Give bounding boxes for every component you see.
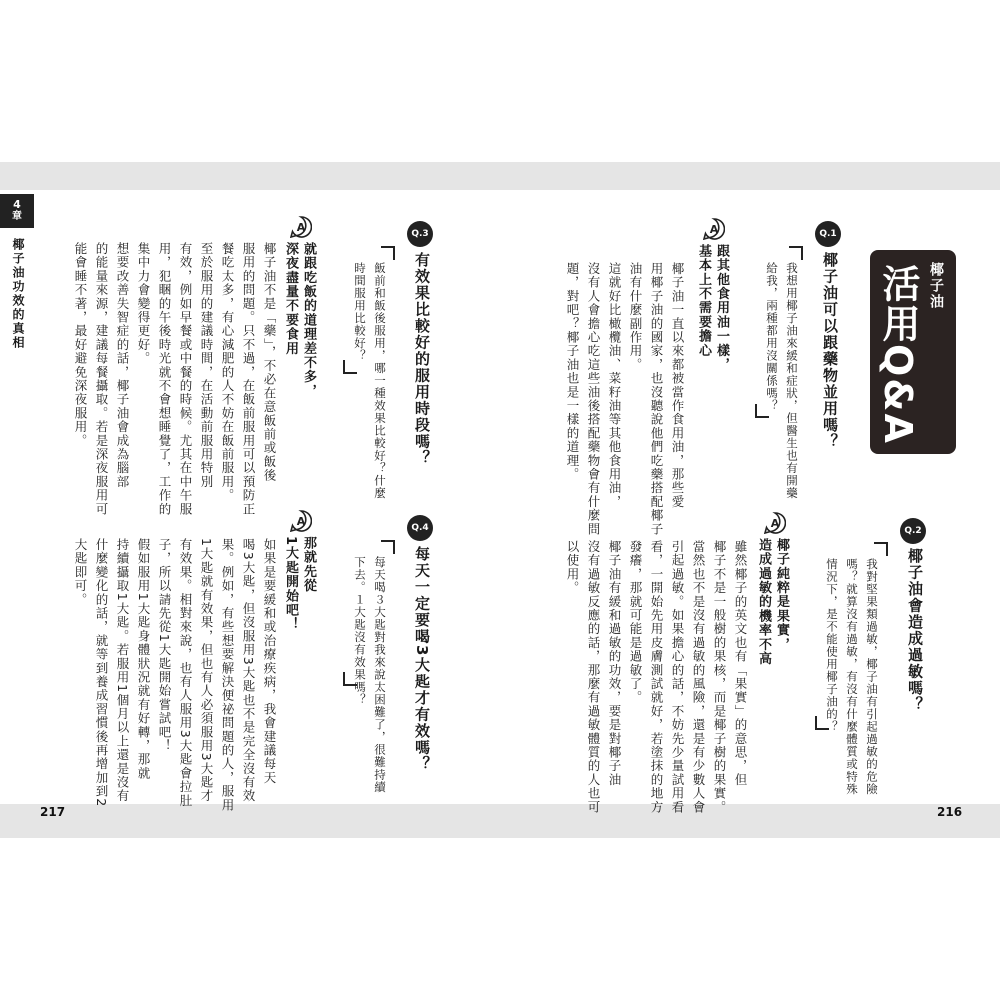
q2-bracket-open xyxy=(874,542,888,556)
title-box xyxy=(870,250,956,454)
q3-badge: Q.3 xyxy=(407,221,433,247)
q1-answer-line: 這就好比橄欖油、菜籽油等其他食用油， xyxy=(607,262,622,509)
q1-title: 椰子油可以跟藥物並用嗎？ xyxy=(821,252,839,450)
q2-question-line: 情況下，是不能使用椰子油的？ xyxy=(825,558,839,733)
q4-question-line: 每天喝３大匙對我來說太困難了，很難持續 xyxy=(373,556,387,794)
q3-answer-line: 想要改善失智症的話，椰子油會成為腦部 xyxy=(115,242,130,489)
q3-answer-heading-line: 就跟吃飯的道理差不多， xyxy=(301,242,316,399)
q4-bracket-open xyxy=(381,540,395,554)
q1-badge: Q.1 xyxy=(815,221,841,247)
chapter-number: 4 xyxy=(13,198,21,211)
q1-question-line: 我想用椰子油來緩和症狀，但醫生也有開藥 xyxy=(785,262,799,500)
q2-bracket-close xyxy=(815,716,829,730)
q4-answer-heading-line: 1大匙開始吧！ xyxy=(283,536,298,632)
q4-answer-line: 有效果。相對來說，也有人服用3大匙會拉肚 xyxy=(178,538,193,808)
q2-answer-line: 發癢，那就可能是過敏了。 xyxy=(628,540,643,705)
q2-answer-line: 引起過敏。如果擔心的話，不妨先少量試用看 xyxy=(670,540,685,814)
q4-answer-line: 持續攝取1大匙。若服用1個月以上還是沒有 xyxy=(115,538,130,803)
q1-answer-line: 題，對吧？椰子油也是一樣的道理。 xyxy=(565,262,580,482)
q3-answer-icon xyxy=(290,216,312,238)
chapter-label: 章 xyxy=(12,211,22,222)
q2-answer-line: 以使用。 xyxy=(565,540,580,595)
q2-answer-line: 當然也不是沒有過敏的風險，還是有少數人會 xyxy=(691,540,706,814)
q4-question-line: 下去。１大匙沒有效果嗎？ xyxy=(353,556,367,706)
q3-answer-line: 椰子油不是「藥」，不必在意飯前或飯後 xyxy=(262,242,277,483)
q1-answer-line: 油有什麼副作用。 xyxy=(628,262,643,372)
q4-answer-line: 假如服用1大匙身體狀況就有好轉，那就 xyxy=(136,538,151,781)
q2-question xyxy=(822,558,882,796)
q3-question-line: 時間服用比較好？ xyxy=(353,262,367,362)
top-band xyxy=(0,162,1000,190)
q4-title: 每天一定要喝3大匙才有效嗎？ xyxy=(413,546,431,773)
q4-answer-line: 大匙即可。 xyxy=(73,538,88,607)
q1-answer-line: 用椰子油的國家，也沒聽說他們吃藥搭配椰子 xyxy=(649,262,664,536)
q3-answer-line: 集中力會變得更好。 xyxy=(136,242,151,366)
q4-answer-line: 1大匙就有效果，但也有人必須服用3大匙才 xyxy=(199,538,214,803)
q4-answer-letter: A xyxy=(296,515,306,528)
q4-answer-icon xyxy=(290,510,312,532)
q4-answer-line: 如果是要緩和或治療疾病，我會建議每天 xyxy=(262,538,277,785)
q1-answer-heading-line: 跟其他食用油一樣， xyxy=(714,244,729,372)
q3-bracket-open xyxy=(381,246,395,260)
q2-question-line: 我對堅果類過敏，椰子油有引起過敏的危險 xyxy=(865,558,879,796)
q2-answer-line: 椰子油有緩和過敏的功效，要是對椰子油 xyxy=(607,540,622,787)
q3-answer-heading-line: 深夜盡量不要食用 xyxy=(283,242,298,356)
chapter-tab xyxy=(0,194,34,228)
q2-answer-heading xyxy=(754,538,790,666)
q2-answer-heading-line: 造成過敏的機率不高 xyxy=(756,538,771,666)
q3-answer-line: 有效，例如早餐或中餐的時候。尤其在中午服 xyxy=(178,242,193,516)
q2-answer-line: 沒有過敏反應的話，那麼有過敏體質的人也可 xyxy=(586,540,601,814)
q4-answer-line: 果。例如，有些想要解決便祕問題的人，服用 xyxy=(220,538,235,812)
q3-title: 有效果比較好的服用時段嗎？ xyxy=(413,252,431,467)
chapter-subtitle: 椰子油功效的真相 xyxy=(11,238,25,350)
q4-answer-line: 什麼變化的話，就等到養成習慣後再增加到2 xyxy=(94,538,109,808)
q2-answer-line: 看，一開始先用皮膚測試就好，若塗抹的地方 xyxy=(649,540,664,814)
q1-answer-heading-line: 基本上不需要擔心 xyxy=(696,244,711,358)
q1-question-line: 給我，兩種都用沒關係嗎？ xyxy=(765,262,779,412)
page-title: 活用Q&A xyxy=(876,264,920,445)
q3-answer-line: 用，犯睏的午後時光就不會想睡覺了，工作的 xyxy=(157,242,172,516)
q2-answer-line: 椰子不是一般樹的果核，而是椰子樹的果實。 xyxy=(712,540,727,814)
q1-bracket-close xyxy=(755,404,769,418)
q3-question xyxy=(350,262,390,500)
q2-badge: Q.2 xyxy=(900,518,926,544)
q3-question-line: 飯前和飯後服用，哪一種效果比較好？什麼 xyxy=(373,262,387,500)
page-number-right: 216 xyxy=(937,805,963,819)
q4-bracket-close xyxy=(343,672,357,686)
q4-answer-body xyxy=(70,538,280,812)
q1-bracket-open xyxy=(789,246,803,260)
q2-title: 椰子油會造成過敏嗎？ xyxy=(906,548,924,713)
q3-answer-heading xyxy=(281,242,317,398)
q3-answer-line: 服用的問題。只不過，在飯前服用可以預防正 xyxy=(241,242,256,516)
q3-answer-body xyxy=(70,242,280,516)
q2-answer-icon xyxy=(764,512,786,534)
q3-answer-line: 至於服用的建議時間，在活動前服用特別 xyxy=(199,242,214,489)
q2-answer-heading-line: 椰子純粹是果實， xyxy=(774,538,789,652)
q1-answer-body xyxy=(562,262,688,536)
q2-question-line: 嗎？就算沒有過敏，有沒有什麼體質或特殊 xyxy=(845,558,859,796)
q1-question xyxy=(762,262,802,500)
q2-answer-line: 雖然椰子的英文也有「果實」的意思，但 xyxy=(733,540,748,787)
q4-badge: Q.4 xyxy=(407,515,433,541)
q4-answer-heading-line: 那就先從 xyxy=(301,536,316,593)
q1-answer-line: 椰子油一直以來都被當作食用油，那些愛 xyxy=(670,262,685,509)
q3-answer-line: 的能量來源，建議每餐攝取。若是深夜服用可 xyxy=(94,242,109,516)
q3-bracket-close xyxy=(343,360,357,374)
q1-answer-icon xyxy=(703,218,725,240)
q4-answer-heading xyxy=(281,536,317,631)
q3-answer-line: 能會睡不著，最好避免深夜服用。 xyxy=(73,242,88,448)
q3-answer-line: 餐吃太多，有心減肥的人不妨在飯前服用。 xyxy=(220,242,235,503)
q3-answer-letter: A xyxy=(296,221,306,234)
q1-answer-letter: A xyxy=(709,223,719,236)
q1-answer-line: 沒有人會擔心吃這些油後搭配藥物會有什麼問 xyxy=(586,262,601,536)
page-title-small: 椰子油 xyxy=(928,262,944,310)
page-number-left: 217 xyxy=(40,805,66,819)
q1-answer-heading xyxy=(694,244,730,372)
q2-answer-body xyxy=(562,540,751,814)
q4-answer-line: 子，所以請先從1大匙開始嘗試吧！ xyxy=(157,538,172,753)
q2-answer-letter: A xyxy=(770,517,780,530)
q4-answer-line: 喝3大匙，但沒服用3大匙也不是完全沒有效 xyxy=(241,538,256,803)
